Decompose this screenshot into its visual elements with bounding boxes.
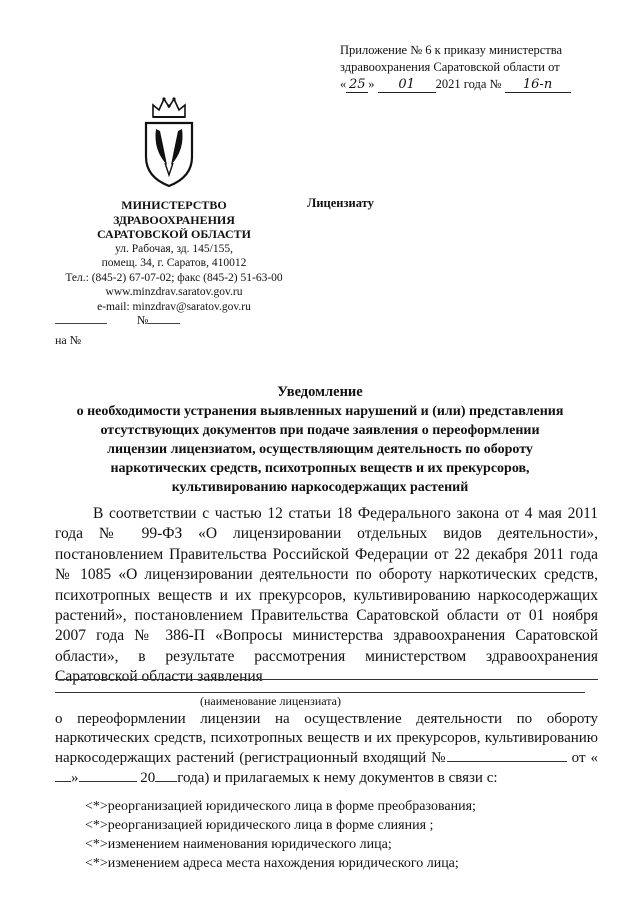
ministry-name-1: МИНИСТЕРСТВО [121,198,227,212]
coat-of-arms-icon [139,95,199,190]
ministry-block [58,198,290,314]
open-quote: « [340,77,347,91]
reason-item: <*>изменением наименования юридического лица; [85,837,392,852]
reg-day-blank [55,768,71,782]
reg-number-blank [447,748,567,762]
handwritten-day: 25 [346,78,368,93]
ministry-name-2: ЗДРАВООХРАНЕНИЯ [113,212,235,227]
outgoing-date-blank [55,323,107,324]
reg-year-blank [155,768,177,782]
ministry-address-2: помещ. 34, г. Саратов, 410012 [101,257,247,269]
handwritten-month: 01 [378,78,436,93]
incoming-number-line [55,333,132,348]
title-line-6: культивированию наркосодержащих растений [171,480,469,495]
reason-item: <*>изменением адреса места нахождения юридического лица; [85,856,459,871]
appendix-date-line [340,76,590,93]
title-line-3: отсутствующих документов при подаче заявления о переоформлении [100,423,540,438]
reason-item: <*>реорганизацией юридического лица в форме преобразования; [85,799,476,814]
appendix-line-2: здравоохранения Саратовской области от [340,60,560,74]
reissue-paragraph [55,710,598,788]
reissue-text-3: » [71,770,79,786]
reissue-text-4: 20 [140,770,156,786]
ministry-name-3: САРАТОВСКОЙ ОБЛАСТИ [96,227,252,241]
reissue-text-2: от « [571,750,599,766]
licensee-label: Лицензиату [307,196,374,210]
reissue-text-1: о переоформлении лицензии на осуществление деятельности по обороту наркотических средств, психотропных веществ и их прекурсоров, культивированию наркосодержащих растений (регистрационный входящий № [55,711,598,766]
year-text: 2021 года № [435,77,502,91]
reg-month-blank [79,768,137,782]
handwritten-order-number: 16-п [505,78,571,93]
ministry-email: e-mail: minzdrav@saratov.gov.ru [97,300,251,313]
body-paragraph: В соответствии с частью 12 статьи 18 Федерального закона от 4 мая 2011 года № 99-ФЗ «О лицензировании отдельных видов деятельности», постановлением Правительства Российской Федерации от 22 декабря 2011 года № 1085 «О лицензировании деятельности по обороту наркотических средств, психотропных веществ и их прекурсоров, культивированию наркосодержащих растений», постановлением Правительства Саратовской области от 01 ноября 2007 года № 386-П «Вопросы министерства здравоохранения Саратовской области», в результате рассмотрения министерством здравоохранения Саратовской области заявления [55,505,598,686]
licensee-caption: (наименование лицензиата) [200,694,341,708]
licensee-name-line-2 [55,692,585,693]
incoming-label: на № [55,333,82,347]
title-line-1: Уведомление [277,384,363,400]
title-line-4: лицензии лицензиатом, осуществляющим деятельность по обороту [107,442,533,457]
document-title [40,383,600,497]
ministry-website: www.minzdrav.saratov.gov.ru [105,286,243,298]
ministry-address-1: ул. Рабочая, зд. 145/155, [115,242,233,255]
appendix-line-1: Приложение № 6 к приказу министерства [340,43,563,57]
title-line-2: о необходимости устранения выявленных нарушений и (или) представления [76,404,564,419]
appendix-header [340,42,590,93]
outgoing-number-sign: № [137,313,149,327]
ministry-phone: Тел.: (845-2) 67-07-02; факс (845-2) 51-63-00 [65,271,283,284]
outgoing-number-blank [148,323,180,324]
close-quote: » [368,77,375,91]
reissue-text-5: года) и прилагаемых к нему документов в связи с: [177,770,498,786]
licensee-name-line-1 [55,679,598,680]
outgoing-number-line [55,313,180,328]
title-line-5: наркотических средств, психотропных веществ и их прекурсоров, [110,461,530,476]
reason-item: <*>реорганизацией юридического лица в форме слияния ; [85,818,434,833]
